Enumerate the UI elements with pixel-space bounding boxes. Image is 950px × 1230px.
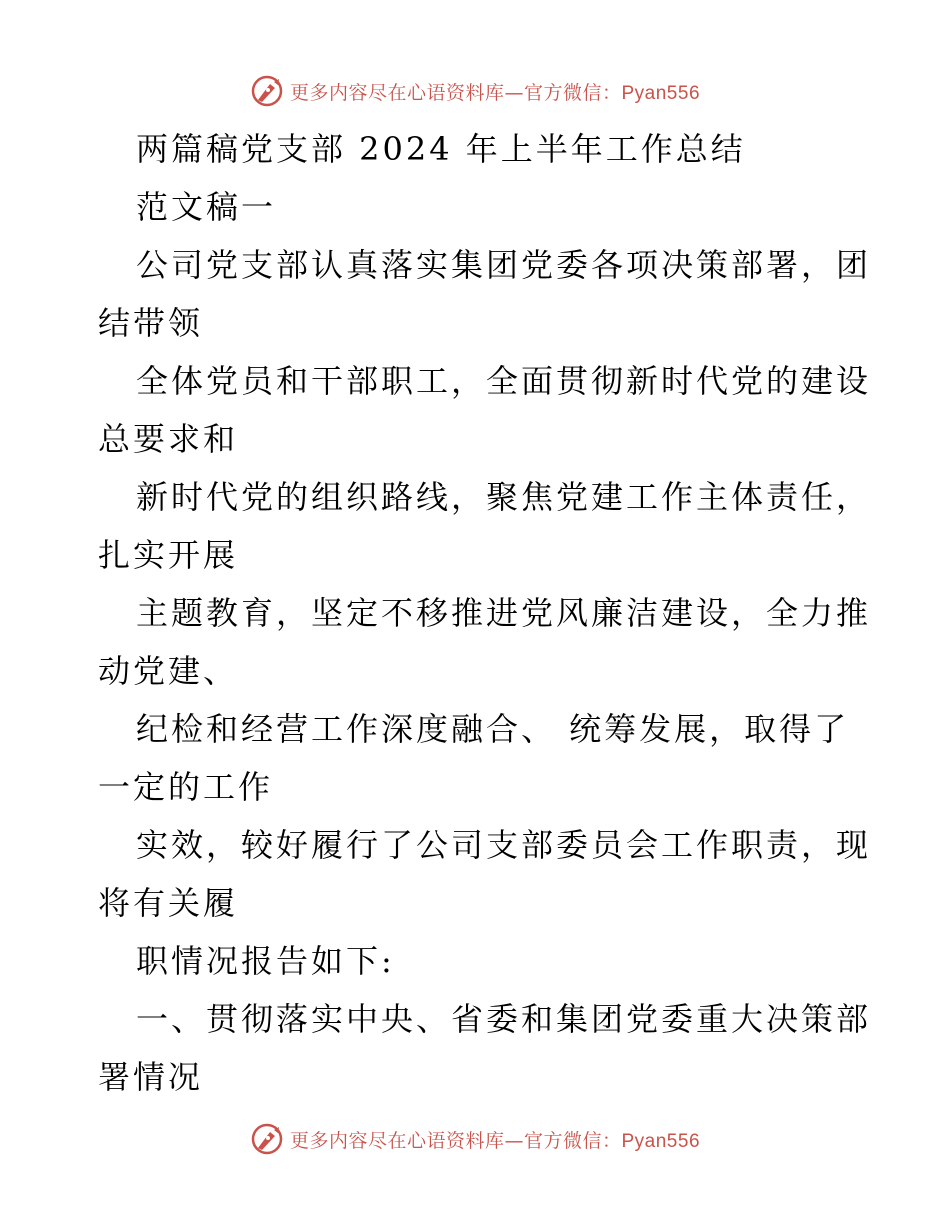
banner-text (290, 1126, 700, 1153)
body-line: 全体党员和干部职工，全面贯彻新时代党的建设 (136, 362, 872, 400)
header-banner (0, 71, 950, 111)
banner-label: 更多内容尽在心语资料库—官方微信： (289, 81, 622, 104)
body-line: 总要求和 (98, 420, 239, 458)
pen-nib-circle-icon (250, 1122, 284, 1156)
banner-text (290, 78, 700, 105)
body-line: 将有关履 (98, 884, 239, 922)
body-line: 一定的工作 (98, 768, 274, 806)
body-line: 扎实开展 (98, 536, 239, 574)
footer-banner (0, 1119, 950, 1159)
wechat-id: Pyan556 (621, 82, 701, 104)
body-line: 新时代党的组织路线，聚焦党建工作主体责任， (136, 478, 872, 516)
body-line: 职情况报告如下: (136, 942, 395, 980)
body-line: 结带领 (98, 304, 204, 342)
banner-label: 更多内容尽在心语资料库—官方微信： (289, 1129, 622, 1152)
document-subtitle: 范文稿一 (136, 188, 277, 226)
body-text (98, 236, 872, 1106)
body-line: 署情况 (98, 1058, 204, 1096)
body-line: 实效，较好履行了公司支部委员会工作职责，现 (136, 826, 872, 864)
body-line: 公司党支部认真落实集团党委各项决策部署，团 (136, 246, 872, 284)
body-line: 动党建、 (98, 652, 239, 690)
wechat-id: Pyan556 (621, 1130, 701, 1152)
pen-nib-circle-icon (250, 74, 284, 108)
body-line: 一、贯彻落实中央、省委和集团党委重大决策部 (136, 1000, 872, 1038)
body-line: 主题教育，坚定不移推进党风廉洁建设，全力推 (136, 594, 872, 632)
body-line: 纪检和经营工作深度融合、 统筹发展，取得了 (136, 710, 850, 748)
document-body (98, 120, 872, 1106)
document-title: 两篇稿党支部 2024 年上半年工作总结 (136, 130, 746, 168)
